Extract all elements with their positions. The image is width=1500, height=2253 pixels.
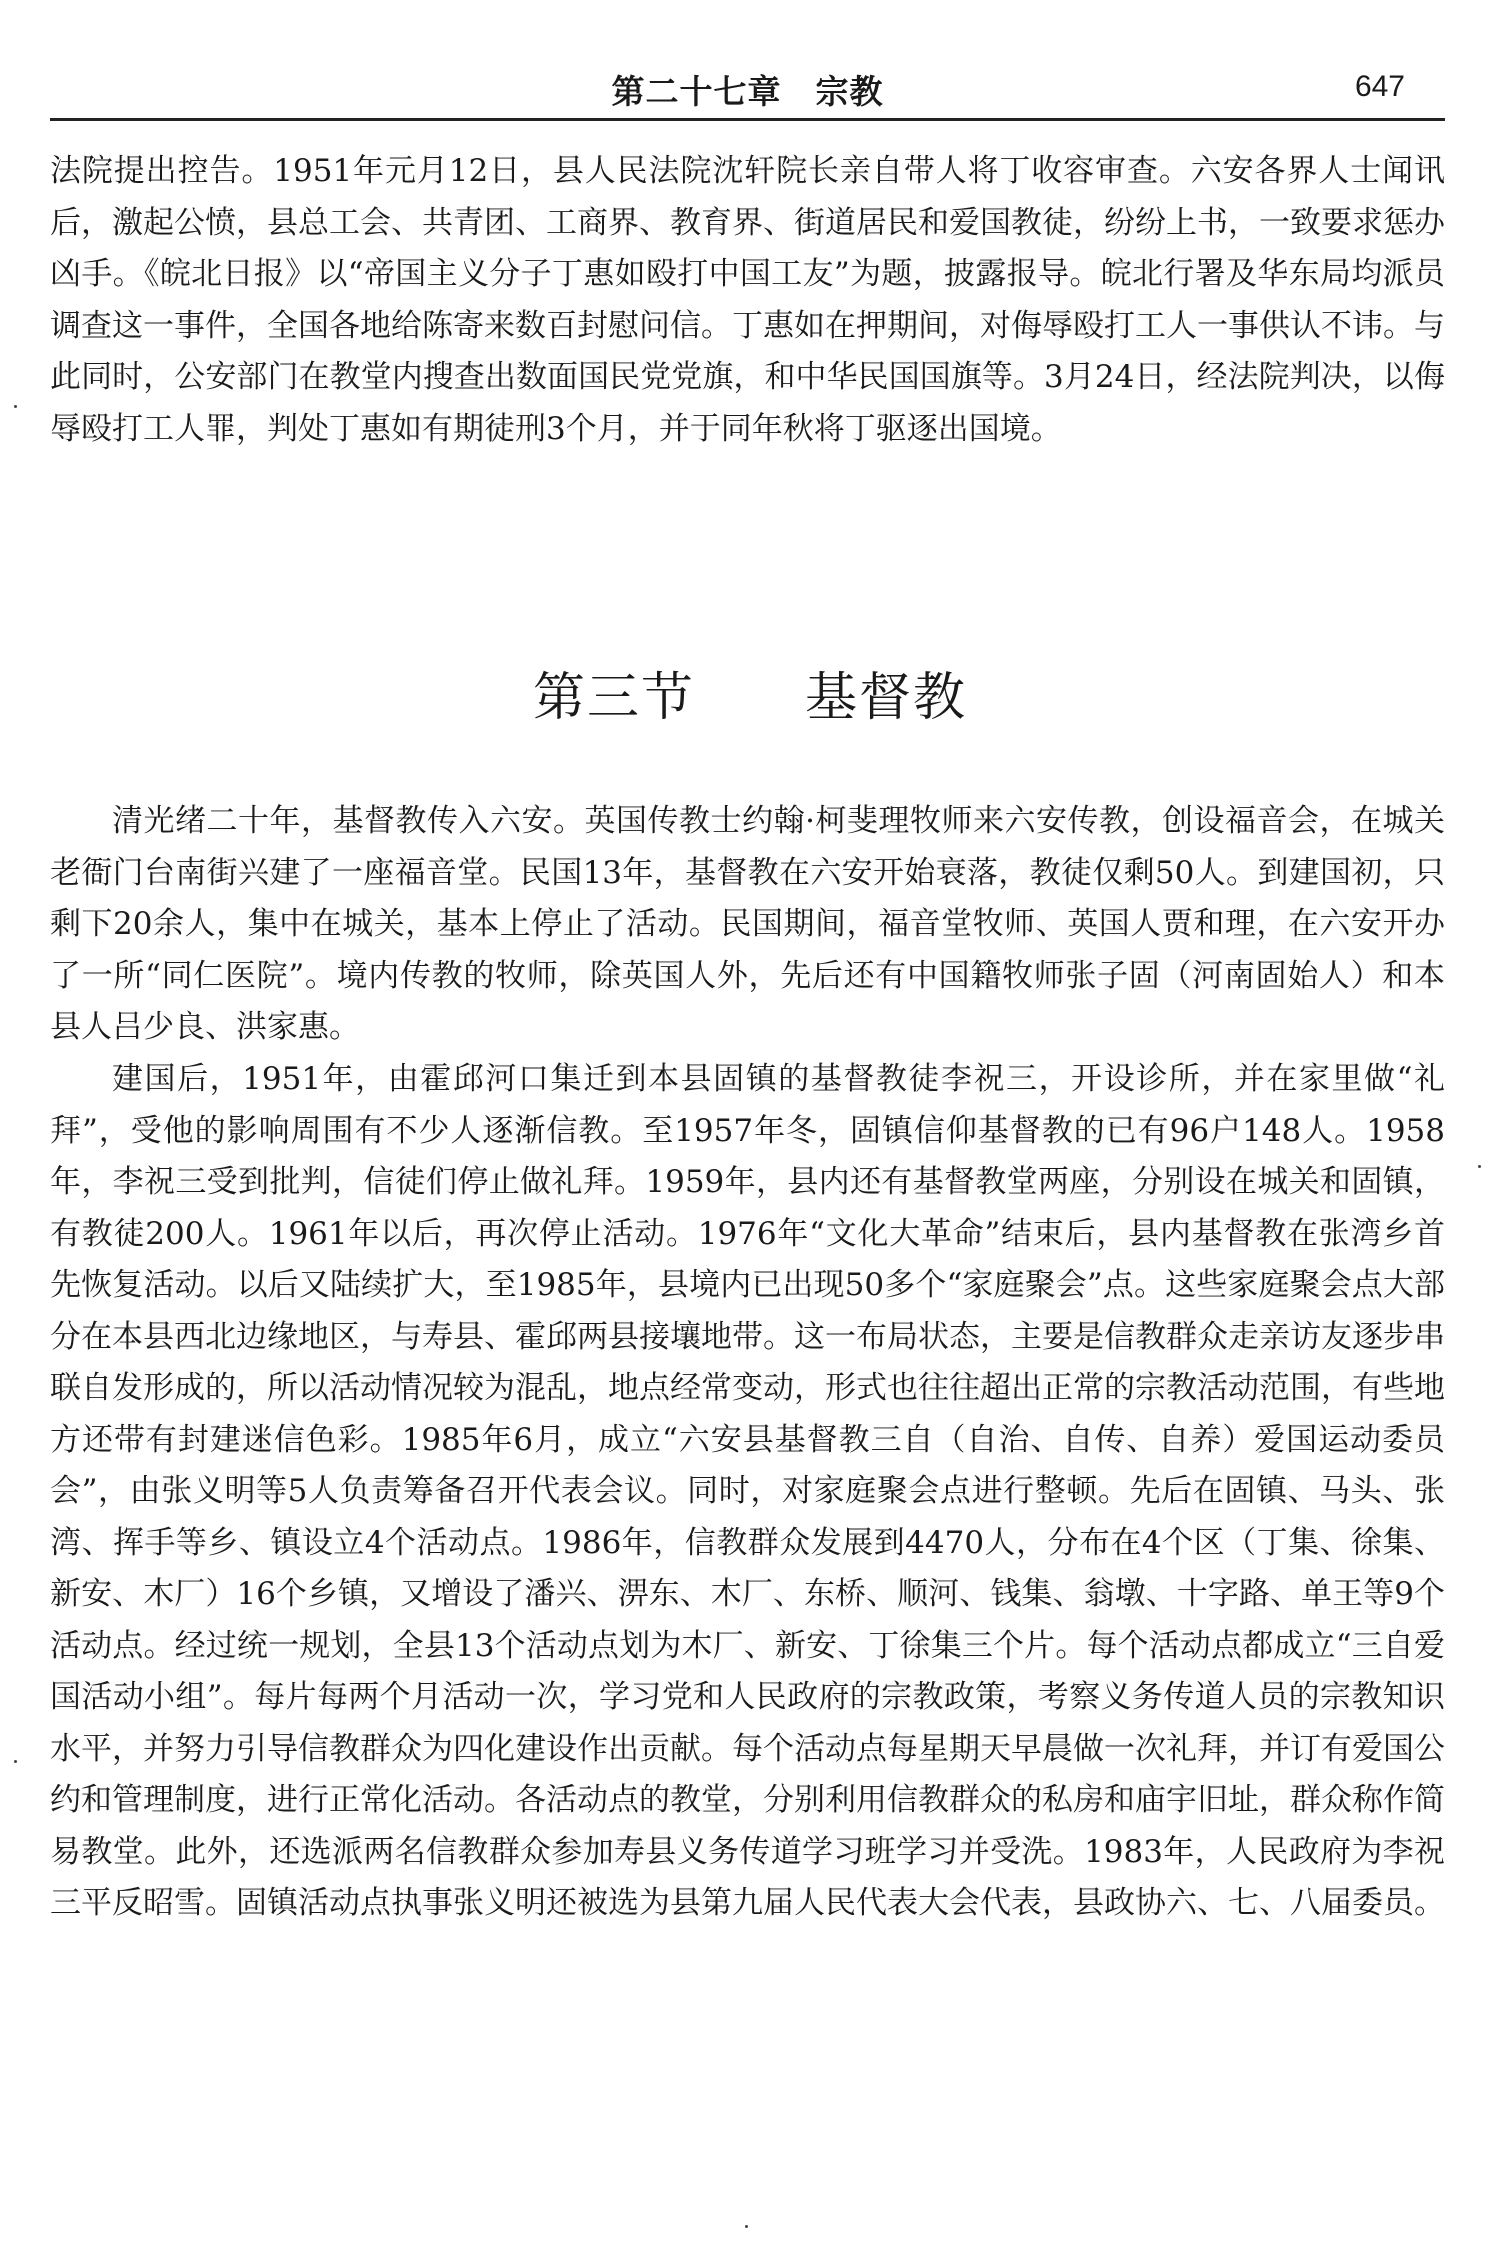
section-number: 第三节 [532, 668, 695, 728]
header-rule [50, 118, 1445, 121]
section-title: 基督教 [805, 668, 968, 728]
running-header [50, 62, 1445, 120]
page-number: 647 [1354, 70, 1405, 103]
scan-speck [745, 2225, 748, 2228]
intro-paragraph: 法院提出控告。1951年元月12日，县人民法院沈轩院长亲自带人将丁收容审查。六安各界人士闻讯后，激起公愤，县总工会、共青团、工商界、教育界、街道居民和爱国教徒，纷纷上书，一致要求惩办凶手。《皖北日报》以“帝国主义分子丁惠如殴打中国工友”为题，披露报导。皖北行署及华东局均派员调查这一事件，全国各地给陈寄来数百封慰问信。丁惠如在押期间，对侮辱殴打工人一事供认不讳。与此同时，公安部门在教堂内搜查出数面国民党党旗，和中华民国国旗等。3月24日，经法院判决，以侮辱殴打工人罪，判处丁惠如有期徒刑3个月，并于同年秋将丁驱逐出国境。 [50, 153, 1445, 447]
scan-speck [14, 405, 17, 408]
body-paragraph-2: 建国后，1951年，由霍邱河口集迁到本县固镇的基督教徒李祝三，开设诊所，并在家里做“礼拜”，受他的影响周围有不少人逐渐信教。至1957年冬，固镇信仰基督教的已有96户148人。1958年，李祝三受到批判，信徒们停止做礼拜。1959年，县内还有基督教堂两座，分别设在城关和固镇，有教徒200人。1961年以后，再次停止活动。1976年“文化大革命”结束后，县内基督教在张湾乡首先恢复活动。以后又陆续扩大，至1985年，县境内已出现50多个“家庭聚会”点。这些家庭聚会点大部分在本县西北边缘地区，与寿县、霍邱两县接壤地带。这一布局状态，主要是信教群众走亲访友逐步串联自发形成的，所以活动情况较为混乱，地点经常变动，形式也往往超出正常的宗教活动范围，有些地方还带有封建迷信色彩。1985年6月，成立“六安县基督教三自（自治、自传、自养）爱国运动委员会”，由张义明等5人负责筹备召开代表会议。同时，对家庭聚会点进行整顿。先后在固镇、马头、张湾、挥手等乡、镇设立4个活动点。1986年，信教群众发展到4470人，分布在4个区（丁集、徐集、新安、木厂）16个乡镇，又增设了潘兴、淠东、木厂、东桥、顺河、钱集、翁墩、十字路、单王等9个活动点。经过统一规划，全县13个活动点划为木厂、新安、丁徐集三个片。每个活动点都成立“三自爱国活动小组”。每片每两个月活动一次，学习党和人民政府的宗教政策，考察义务传道人员的宗教知识水平，并努力引导信教群众为四化建设作出贡献。每个活动点每星期天早晨做一次礼拜，并订有爱国公约和管理制度，进行正常化活动。各活动点的教堂，分别利用信教群众的私房和庙宇旧址，群众称作简易教堂。此外，还选派两名信教群众参加寿县义务传道学习班学习并受洗。1983年，人民政府为李祝三平反昭雪。固镇活动点执事张义明还被选为县第九届人民代表大会代表，县政协六、七、八届委员。 [50, 1061, 1445, 1921]
scan-speck [1478, 1165, 1481, 1168]
section-heading [0, 655, 1500, 730]
scan-speck [14, 1760, 17, 1763]
chapter-title: 第二十七章 宗教 [611, 72, 884, 111]
body-paragraph-1: 清光绪二十年，基督教传入六安。英国传教士约翰·柯斐理牧师来六安传教，创设福音会，在城关老衙门台南街兴建了一座福音堂。民国13年，基督教在六安开始衰落，教徒仅剩50人。到建国初，只剩下20余人，集中在城关，基本上停止了活动。民国期间，福音堂牧师、英国人贾和理，在六安开办了一所“同仁医院”。境内传教的牧师，除英国人外，先后还有中国籍牧师张子固（河南固始人）和本县人吕少良、洪家惠。 [50, 803, 1445, 1045]
